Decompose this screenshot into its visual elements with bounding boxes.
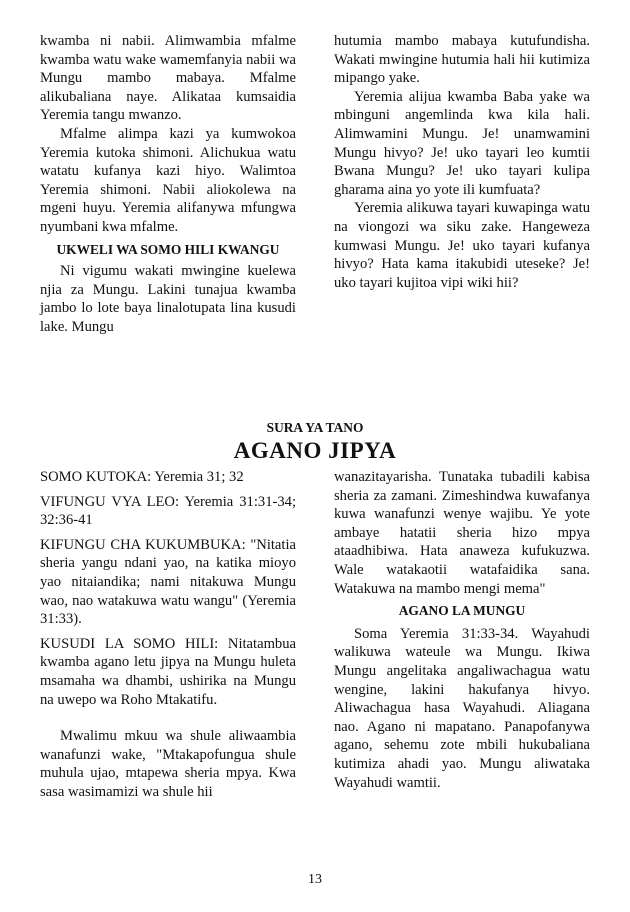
top-left-column xyxy=(40,32,296,337)
paragraph: Ni vigumu wakati mwingine kuelewa njia za Mungu. Lakini tunajua kwamba jambo lo lote baya linalotupata lina kusudi lake. Mungu xyxy=(40,263,296,335)
paragraph: Soma Yeremia 31:33-34. Wayahudi walikuwa wateule wa Mungu. Ikiwa Mungu angelitaka angaliwachagua watu wengine, lakini hakufanya hivyo. Aliwachagua hasa Wayahudi. Aliagana nao. Agano ni mapatano. Panapofanywa agano, sehemu zote mbili hukubaliana kutimiza ahadi yao. Mungu aliwataka Wayahudi wamtii. xyxy=(334,625,590,791)
paragraph: Yeremia alijua kwamba Baba yake wa mbinguni angemlinda kwa kila hali. Alimwamini Mungu. Je! unamwamini Mungu hivyo? Je! uko tayari leo kumtii Bwana Mungu? Je! uko tayari kulipa gharama aina yo yote ili kumfuata? xyxy=(334,88,590,198)
bottom-right-column xyxy=(334,468,590,792)
lesson-source: SOMO KUTOKA: Yeremia 31; 32 xyxy=(40,469,244,485)
chapter-title: AGANO JIPYA xyxy=(233,438,397,463)
paragraph: Yeremia alikuwa tayari kuwapinga watu na viongozi wa siku zake. Hangeweza kumwasi Mungu. Je! uko tayari kufanya hivyo? Hata kama itakubidi uteseke? Je! uko tayari kujitoa vipi wiki hii? xyxy=(334,200,590,291)
page-number: 13 xyxy=(308,872,322,887)
lesson-verses: VIFUNGU VYA LEO: Yeremia 31:31-34; 32:36-41 xyxy=(40,493,296,529)
paragraph: wanazitayarisha. Tunataka tubadili kabisa sheria za zamani. Zimeshindwa kuwafanya kuwa wanafunzi wenye wajibu. Ye yote ambaye hatatii sheria hizo mpya ataadhibiwa. Hata anaweza kufukuzwa. Wale watakaotii watafaidika sana. Watakuwa na mambo mengi mema" xyxy=(334,469,590,597)
lesson-aim: KUSUDI LA SOMO HILI: Nitatambua kwamba agano letu jipya na Mungu huleta msamaha wa dhambi, ushirika na Mungu na uwepo wa Roho Mtakatifu. xyxy=(40,635,296,708)
chapter-label: SURA YA TANO xyxy=(266,420,364,435)
section-heading: UKWELI WA SOMO HILI KWANGU xyxy=(56,241,280,257)
top-right-column xyxy=(334,32,590,292)
paragraph: Mwalimu mkuu wa shule aliwaambia wanafunzi wake, "Mtakapofungua shule muhula ujao, mtapewa sheria mpya. Kwa sasa wasimamizi wa shule hii xyxy=(40,728,296,800)
memory-verse: KIFUNGU CHA KUKUMBUKA: "Nitatia sheria yangu ndani yao, na katika mioyo yao nitaiandika; nami nitakuwa Mungu wao, nao watakuwa watu wangu" (Yeremia 31:33). xyxy=(40,536,296,628)
paragraph: kwamba ni nabii. Alimwambia mfalme kwamba watu wake wamemfanyia nabii wa Mungu mambo mabaya. Mfalme alikubaliana naye. Alikataa kumsaidia Yeremia tangu mwanzo. xyxy=(40,33,296,124)
bottom-left-column xyxy=(40,468,296,808)
paragraph: hutumia mambo mabaya kutufundisha. Wakati mwingine hutumia hali hii kutimiza mipango yake. xyxy=(334,33,590,87)
section-heading: AGANO LA MUNGU xyxy=(398,603,526,619)
paragraph: Mfalme alimpa kazi ya kumwokoa Yeremia kutoka shimoni. Alichukua watu watatu kufanya kazi hiyo. Walimtoa Yeremia shimoni. Nabii aliokolewa na mgeni huyu. Yeremia alifanywa mfungwa nyumbani kwa mfalme. xyxy=(40,125,296,235)
